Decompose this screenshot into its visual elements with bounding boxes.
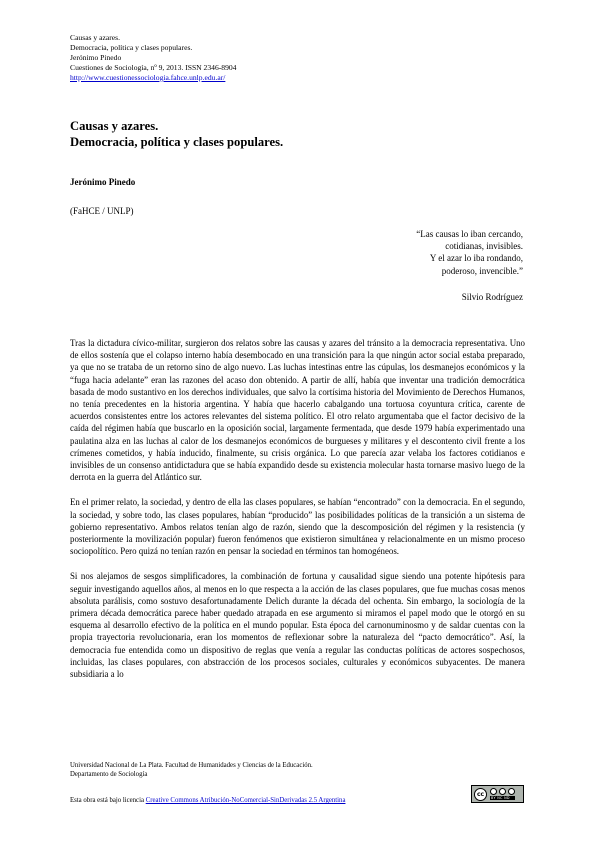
cc-license-icons bbox=[490, 788, 515, 795]
epigraph-line-4: poderoso, invencible.” bbox=[441, 265, 523, 276]
running-header bbox=[70, 33, 236, 83]
license-link[interactable]: Creative Commons Atribución-NoComercial-SinDerivadas 2.5 Argentina bbox=[145, 797, 346, 804]
header-line-3: Jerónimo Pinedo bbox=[70, 53, 122, 62]
epigraph-line-1: “Las causas lo iban cercando, bbox=[416, 229, 523, 239]
article-title bbox=[70, 119, 283, 150]
license-prefix: Esta obra está bajo licencia bbox=[70, 797, 146, 804]
noncommercial-icon bbox=[499, 788, 506, 795]
header-line-4: Cuestiones de Sociología, nº 9, 2013. ISSN 2346-8904 bbox=[70, 63, 237, 72]
header-line-2: Democracia, política y clases populares. bbox=[70, 43, 193, 52]
attribution-icon bbox=[490, 788, 497, 795]
cc-license-strip: BY NC ND bbox=[490, 796, 515, 800]
body-paragraph-1: Tras la dictadura cívico-militar, surgieron dos relatos sobre las causas y azares del tránsito a la democracia representativa. Uno de ellos sostenía que el colapso interno había desembocado en una transición para la que ningún actor social estaba preparado, ya que no se trataba de un retorno sino de algo nuevo. Las luchas intestinas entre las cúpulas, los desmanejos económicos y la “fuga hacia adelante” eran las razones del acaso don obtenido. A partir de allí, había que inventar una tradición democrática basada de modo sustantivo en los derechos individuales, que salvo la cortísima historia del Movimiento de Derechos Humanos, no tenía precedentes en la historia argentina. Y había que hacerlo cabalgando una tortuosa coyuntura crítica, carente de acuerdos consistentes entre los actores relevantes del sistema político. El otro relato argumentaba que el factor decisivo de la caída del régimen había que buscarlo en la oposición social, largamente fermentada, que desde 1979 había experimentado una paulatina alza en las luchas al calor de los desmanejos económicos de burgueses y militares y el descontento civil frente a los crímenes cometidos, y había inducido, finalmente, su crisis orgánica. Lo que parecía azar velaba los factores cotidianos e invisibles de un consenso antidictadura que se había expandido desde su existencia molecular hasta tornarse masivo luego de la derrota en la guerra del Atlántico sur. bbox=[70, 338, 525, 483]
epigraph-line-3: Y el azar lo iba rondando, bbox=[429, 253, 523, 264]
epigraph bbox=[223, 228, 523, 303]
title-line-2: Democracia, política y clases populares. bbox=[70, 134, 284, 149]
no-derivatives-icon bbox=[508, 788, 515, 795]
creative-commons-icon: cc bbox=[474, 788, 487, 801]
license-notice bbox=[70, 797, 345, 804]
author-name: Jerónimo Pinedo bbox=[70, 177, 136, 187]
header-line-1: Causas y azares. bbox=[70, 33, 120, 42]
body-paragraph-3: Si nos alejamos de sesgos simplificadores, la combinación de fortuna y causalidad sigue siendo una potente hipótesis para seguir investigando aquellos años, al menos en lo que respecta a la acción de las clases populares, que fue muchas cosas menos absoluta parálisis, como sostuvo desafortunadamente Delich durante la década del ochenta. Sin embargo, la sociología de la primera década democrática parece haber quedado atrapada en ese argumento si miramos el papel modo que le otorgó en su esquema al desarrollo efectivo de la política en el mundo popular. Esta época del carnonuminosmo y de saldar cuentas con la propia trayectoria revolucionaria, eran los momentos de reflexionar sobre la naturaleza del “pacto democrático”. Así, la democracia fue entendida como un dispositivo de reglas que venía a regular las conductas políticas de actores sospechosos, incluidas, las clases populares, con abstracción de los procesos sociales, culturales y económicos subyacentes. De manera subsidiaria a lo bbox=[70, 571, 525, 680]
creative-commons-badge[interactable] bbox=[471, 785, 524, 803]
institution-line-2: Departamento de Sociología bbox=[70, 770, 148, 778]
author-affiliation: (FaHCE / UNLP) bbox=[70, 206, 134, 216]
epigraph-attribution: Silvio Rodríguez bbox=[461, 291, 523, 302]
title-line-1: Causas y azares. bbox=[70, 119, 159, 133]
article-body bbox=[70, 337, 525, 693]
journal-url-link[interactable]: http://www.cuestionessociologia.fahce.unlp.edu.ar/ bbox=[70, 73, 226, 82]
body-paragraph-2: En el primer relato, la sociedad, y dentro de ella las clases populares, se habían “encontrado” con la democracia. En el segundo, la sociedad, y sobre todo, las clases populares, habían “producido” las posibilidades políticas de la transición a un sistema de gobierno representativo. Ambos relatos tenían algo de razón, siendo que la descomposición del régimen y la resistencia (y posteriormente la movilización popular) fueron fenómenos que existieron simultánea y relacionalmente en un mismo proceso sociopolítico. Pero quizá no tenían razón en pensar la sociedad en términos tan homogéneos. bbox=[70, 497, 525, 557]
cc-badge-right bbox=[490, 788, 515, 800]
institution-line-1: Universidad Nacional de La Plata. Facultad de Humanidades y Ciencias de la Educación. bbox=[70, 762, 313, 769]
institution-footer bbox=[70, 762, 313, 779]
epigraph-line-2: cotidianas, invisibles. bbox=[445, 241, 523, 252]
